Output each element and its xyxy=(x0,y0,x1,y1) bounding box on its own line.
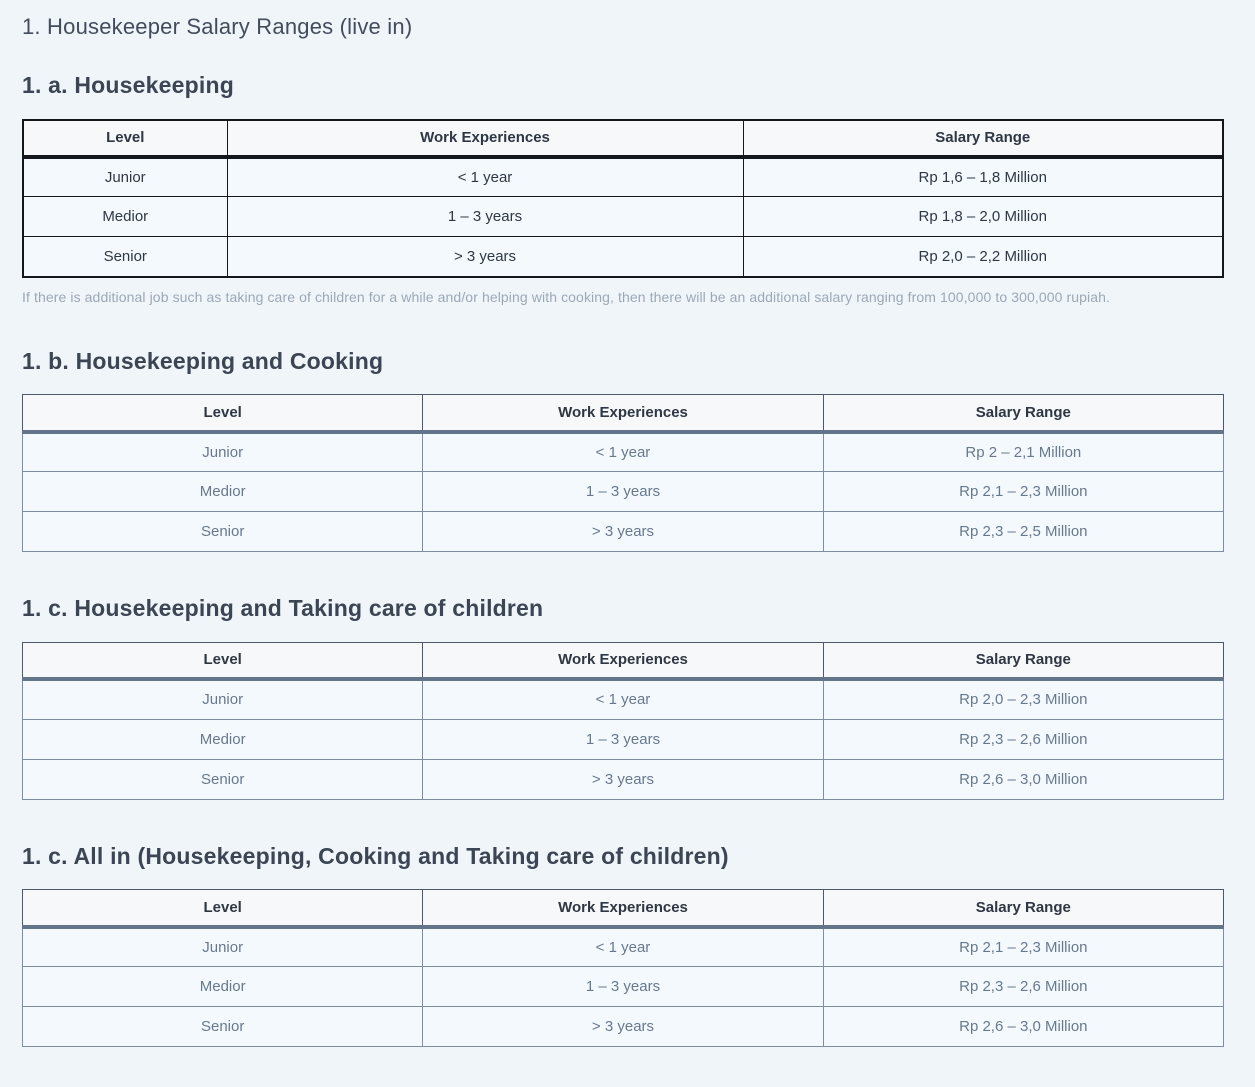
level-cell: Junior xyxy=(23,432,423,472)
level-cell: Medior xyxy=(23,472,423,512)
section-housekeeping-children xyxy=(22,595,1224,799)
experience-cell: > 3 years xyxy=(423,1007,823,1047)
column-header-level: Level xyxy=(23,120,227,157)
level-cell: Junior xyxy=(23,927,423,967)
salary-cell: Rp 1,8 – 2,0 Million xyxy=(743,197,1223,237)
table-row-junior xyxy=(23,157,1223,197)
table-row-senior xyxy=(23,759,1224,799)
salary-cell: Rp 2,1 – 2,3 Million xyxy=(823,927,1223,967)
column-header-experience: Work Experiences xyxy=(423,890,823,927)
table-row-junior xyxy=(23,679,1224,719)
experience-cell: < 1 year xyxy=(227,157,743,197)
level-cell: Medior xyxy=(23,719,423,759)
column-header-salary: Salary Range xyxy=(823,890,1223,927)
salary-cell: Rp 1,6 – 1,8 Million xyxy=(743,157,1223,197)
section-heading-housekeeping-children: 1. c. Housekeeping and Taking care of children xyxy=(22,595,544,622)
section-heading-housekeeping: 1. a. Housekeeping xyxy=(22,72,234,99)
column-header-level: Level xyxy=(23,890,423,927)
section-heading-housekeeping-cooking: 1. b. Housekeeping and Cooking xyxy=(22,347,384,374)
table-header-row xyxy=(23,890,1224,927)
table-header-row xyxy=(23,642,1224,679)
salary-cell: Rp 2,1 – 2,3 Million xyxy=(823,472,1223,512)
salary-cell: Rp 2,0 – 2,2 Million xyxy=(743,237,1223,277)
experience-cell: 1 – 3 years xyxy=(423,967,823,1007)
housekeeping-cooking-salary-table xyxy=(22,394,1224,552)
salary-cell: Rp 2,3 – 2,6 Million xyxy=(823,967,1223,1007)
column-header-level: Level xyxy=(23,642,423,679)
column-header-experience: Work Experiences xyxy=(423,395,823,432)
column-header-salary: Salary Range xyxy=(743,120,1223,157)
salary-cell: Rp 2,0 – 2,3 Million xyxy=(823,679,1223,719)
experience-cell: > 3 years xyxy=(423,759,823,799)
additional-salary-note: If there is additional job such as taking care of children for a while and/or helping with cooking, then there will be an additional salary ranging from 100,000 to 300,000 rupiah. xyxy=(22,288,1111,305)
column-header-experience: Work Experiences xyxy=(227,120,743,157)
salary-cell: Rp 2,6 – 3,0 Million xyxy=(823,1007,1223,1047)
section-all-in xyxy=(22,843,1224,1047)
table-row-medior xyxy=(23,197,1223,237)
table-row-senior xyxy=(23,237,1223,277)
salary-cell: Rp 2,6 – 3,0 Million xyxy=(823,759,1223,799)
level-cell: Senior xyxy=(23,1007,423,1047)
level-cell: Senior xyxy=(23,512,423,552)
experience-cell: < 1 year xyxy=(423,927,823,967)
table-row-junior xyxy=(23,432,1224,472)
table-header-row xyxy=(23,395,1224,432)
experience-cell: > 3 years xyxy=(227,237,743,277)
table-row-medior xyxy=(23,967,1224,1007)
column-header-salary: Salary Range xyxy=(823,642,1223,679)
salary-cell: Rp 2 – 2,1 Million xyxy=(823,432,1223,472)
level-cell: Senior xyxy=(23,759,423,799)
experience-cell: 1 – 3 years xyxy=(423,472,823,512)
table-row-medior xyxy=(23,719,1224,759)
table-row-junior xyxy=(23,927,1224,967)
level-cell: Medior xyxy=(23,197,227,237)
salary-cell: Rp 2,3 – 2,5 Million xyxy=(823,512,1223,552)
table-header-row xyxy=(23,120,1223,157)
experience-cell: < 1 year xyxy=(423,432,823,472)
experience-cell: 1 – 3 years xyxy=(227,197,743,237)
column-header-experience: Work Experiences xyxy=(423,642,823,679)
experience-cell: < 1 year xyxy=(423,679,823,719)
section-housekeeping-cooking xyxy=(22,348,1224,552)
level-cell: Medior xyxy=(23,967,423,1007)
page-title: 1. Housekeeper Salary Ranges (live in) xyxy=(22,14,413,39)
all-in-salary-table xyxy=(22,889,1224,1047)
experience-cell: 1 – 3 years xyxy=(423,719,823,759)
section-housekeeping xyxy=(22,72,1224,304)
column-header-level: Level xyxy=(23,395,423,432)
level-cell: Junior xyxy=(23,157,227,197)
column-header-salary: Salary Range xyxy=(823,395,1223,432)
salary-cell: Rp 2,3 – 2,6 Million xyxy=(823,719,1223,759)
table-row-senior xyxy=(23,512,1224,552)
housekeeping-salary-table xyxy=(22,119,1224,278)
housekeeping-children-salary-table xyxy=(22,642,1224,800)
level-cell: Junior xyxy=(23,679,423,719)
table-row-medior xyxy=(23,472,1224,512)
level-cell: Senior xyxy=(23,237,227,277)
experience-cell: > 3 years xyxy=(423,512,823,552)
section-heading-all-in: 1. c. All in (Housekeeping, Cooking and Taking care of children) xyxy=(22,842,729,869)
table-row-senior xyxy=(23,1007,1224,1047)
